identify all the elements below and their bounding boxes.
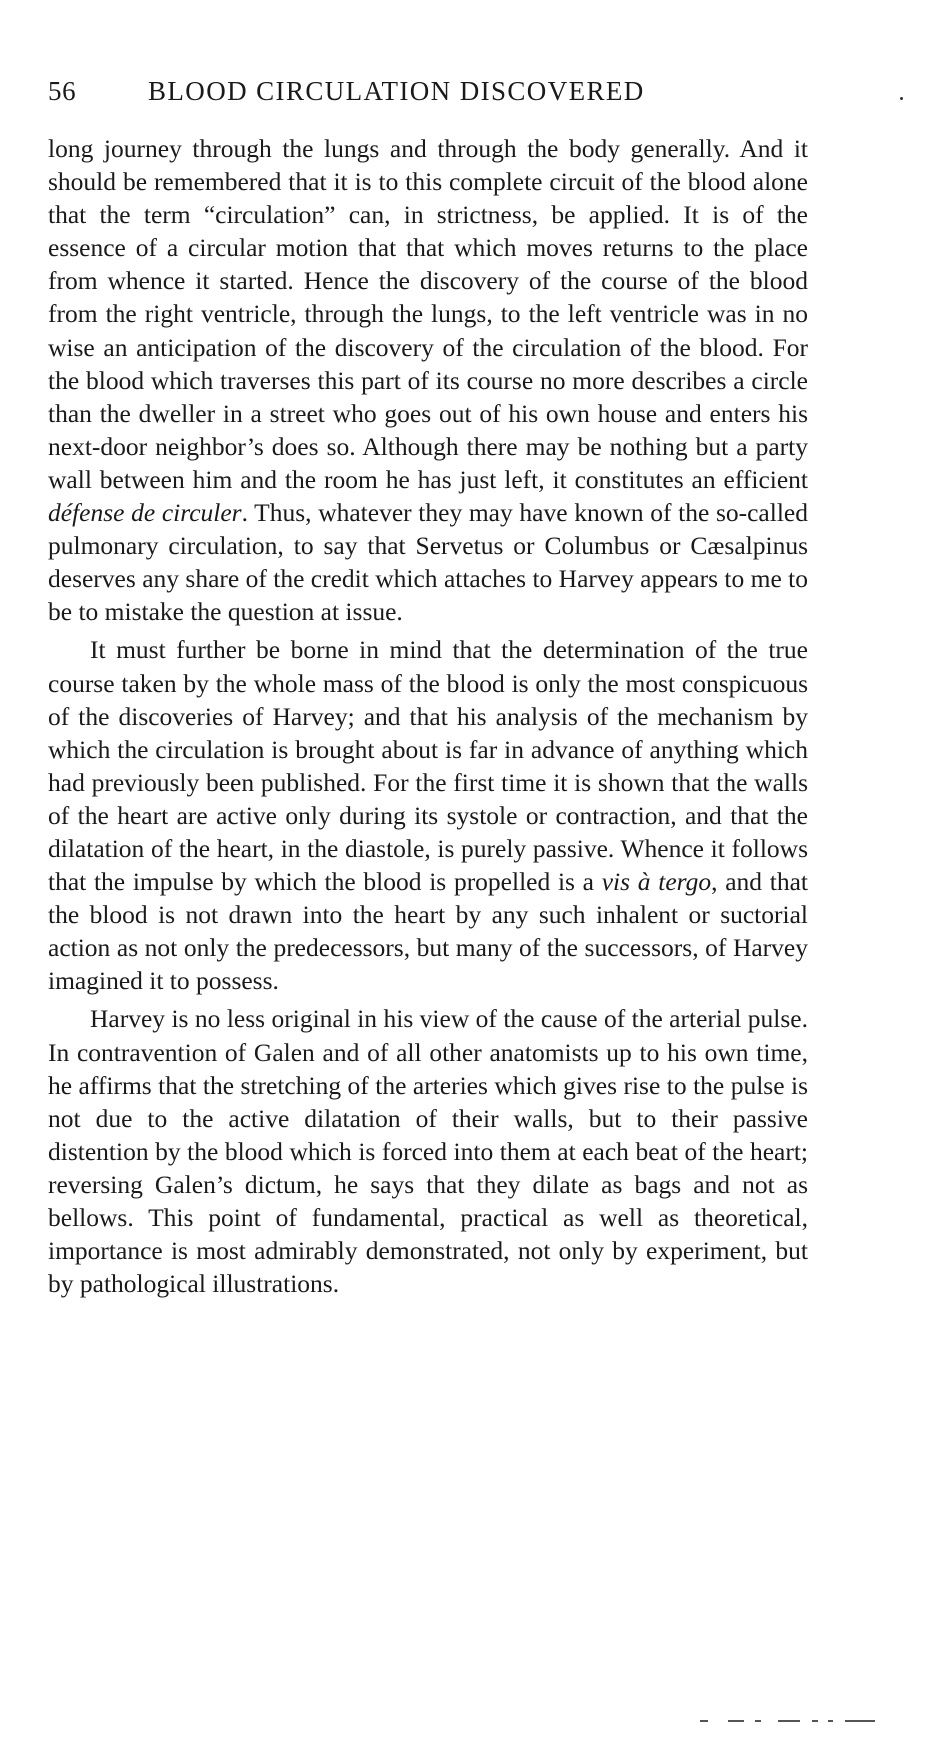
paragraph-1-text-b: . Thus, whatever they may have known of the so-called pulmonary circulation, to say that Servetus or Columbus or Cæsalpinus deserves any share of the credit which attaches to Harvey appears to me to be to mistake the question at issue.	[48, 498, 808, 627]
paragraph-1	[48, 132, 808, 628]
running-title: BLOOD CIRCULATION DISCOVERED	[148, 76, 645, 106]
paragraph-2-text-a: It must further be borne in mind that the determination of the true course taken by the whole mass of the blood is only the most conspicuous of the discoveries of Harvey; and that his analysis of the mechanism by which the circulation is brought about is far in advance of anything which had previously been published. For the first time it is shown that the walls of the heart are active only during its systole or contraction, and that the dilatation of the heart, in the diastole, is purely passive. Whence it follows that the impulse by which the blood is propelled is a	[48, 635, 808, 897]
paragraph-2-text-b: , and that the blood is not drawn into the heart by any such inhalent or suctorial action as not only the predecessors, but many of the successors, of Harvey imagined it to possess.	[48, 867, 808, 996]
body-text	[48, 132, 808, 1300]
running-head	[48, 76, 808, 116]
paragraph-2	[48, 633, 808, 997]
paragraph-2-italic: vis à tergo	[601, 867, 712, 897]
page-number: 56	[48, 76, 77, 106]
ink-speck	[900, 97, 903, 100]
paragraph-3: Harvey is no less original in his view of the cause of the arterial pulse. In contravention of Galen and of all other anatomists up to his own time, he affirms that the stretching of the arteries which gives rise to the pulse is not due to the active dilatation of their walls, but to their passive distention by the blood which is forced into them at each beat of the heart; reversing Galen’s dictum, he says that they dilate as bags and not as bellows. This point of fundamental, practical as well as theoretical, importance is most admirably demonstrated, not only by experiment, but by pathological illustrations.	[48, 1004, 808, 1299]
scan-artifact-marks	[700, 1720, 910, 1726]
paragraph-1-italic: défense de circuler	[48, 498, 242, 528]
paragraph-1-text-a: long journey through the lungs and through the body generally. And it should be remembered that it is to this complete circuit of the blood alone that the term “circulation” can, in strictness, be applied. It is of the essence of a circular motion that that which moves returns to the place from whence it started. Hence the discovery of the course of the blood from the right ventricle, through the lungs, to the left ventricle was in no wise an anticipation of the discovery of the circulation of the blood. For the blood which traverses this part of its course no more describes a circle than the dweller in a street who goes out of his own house and enters his next-door neighbor’s does so. Although there may be nothing but a party wall between him and the room he has just left, it constitutes an efficient	[48, 134, 808, 494]
